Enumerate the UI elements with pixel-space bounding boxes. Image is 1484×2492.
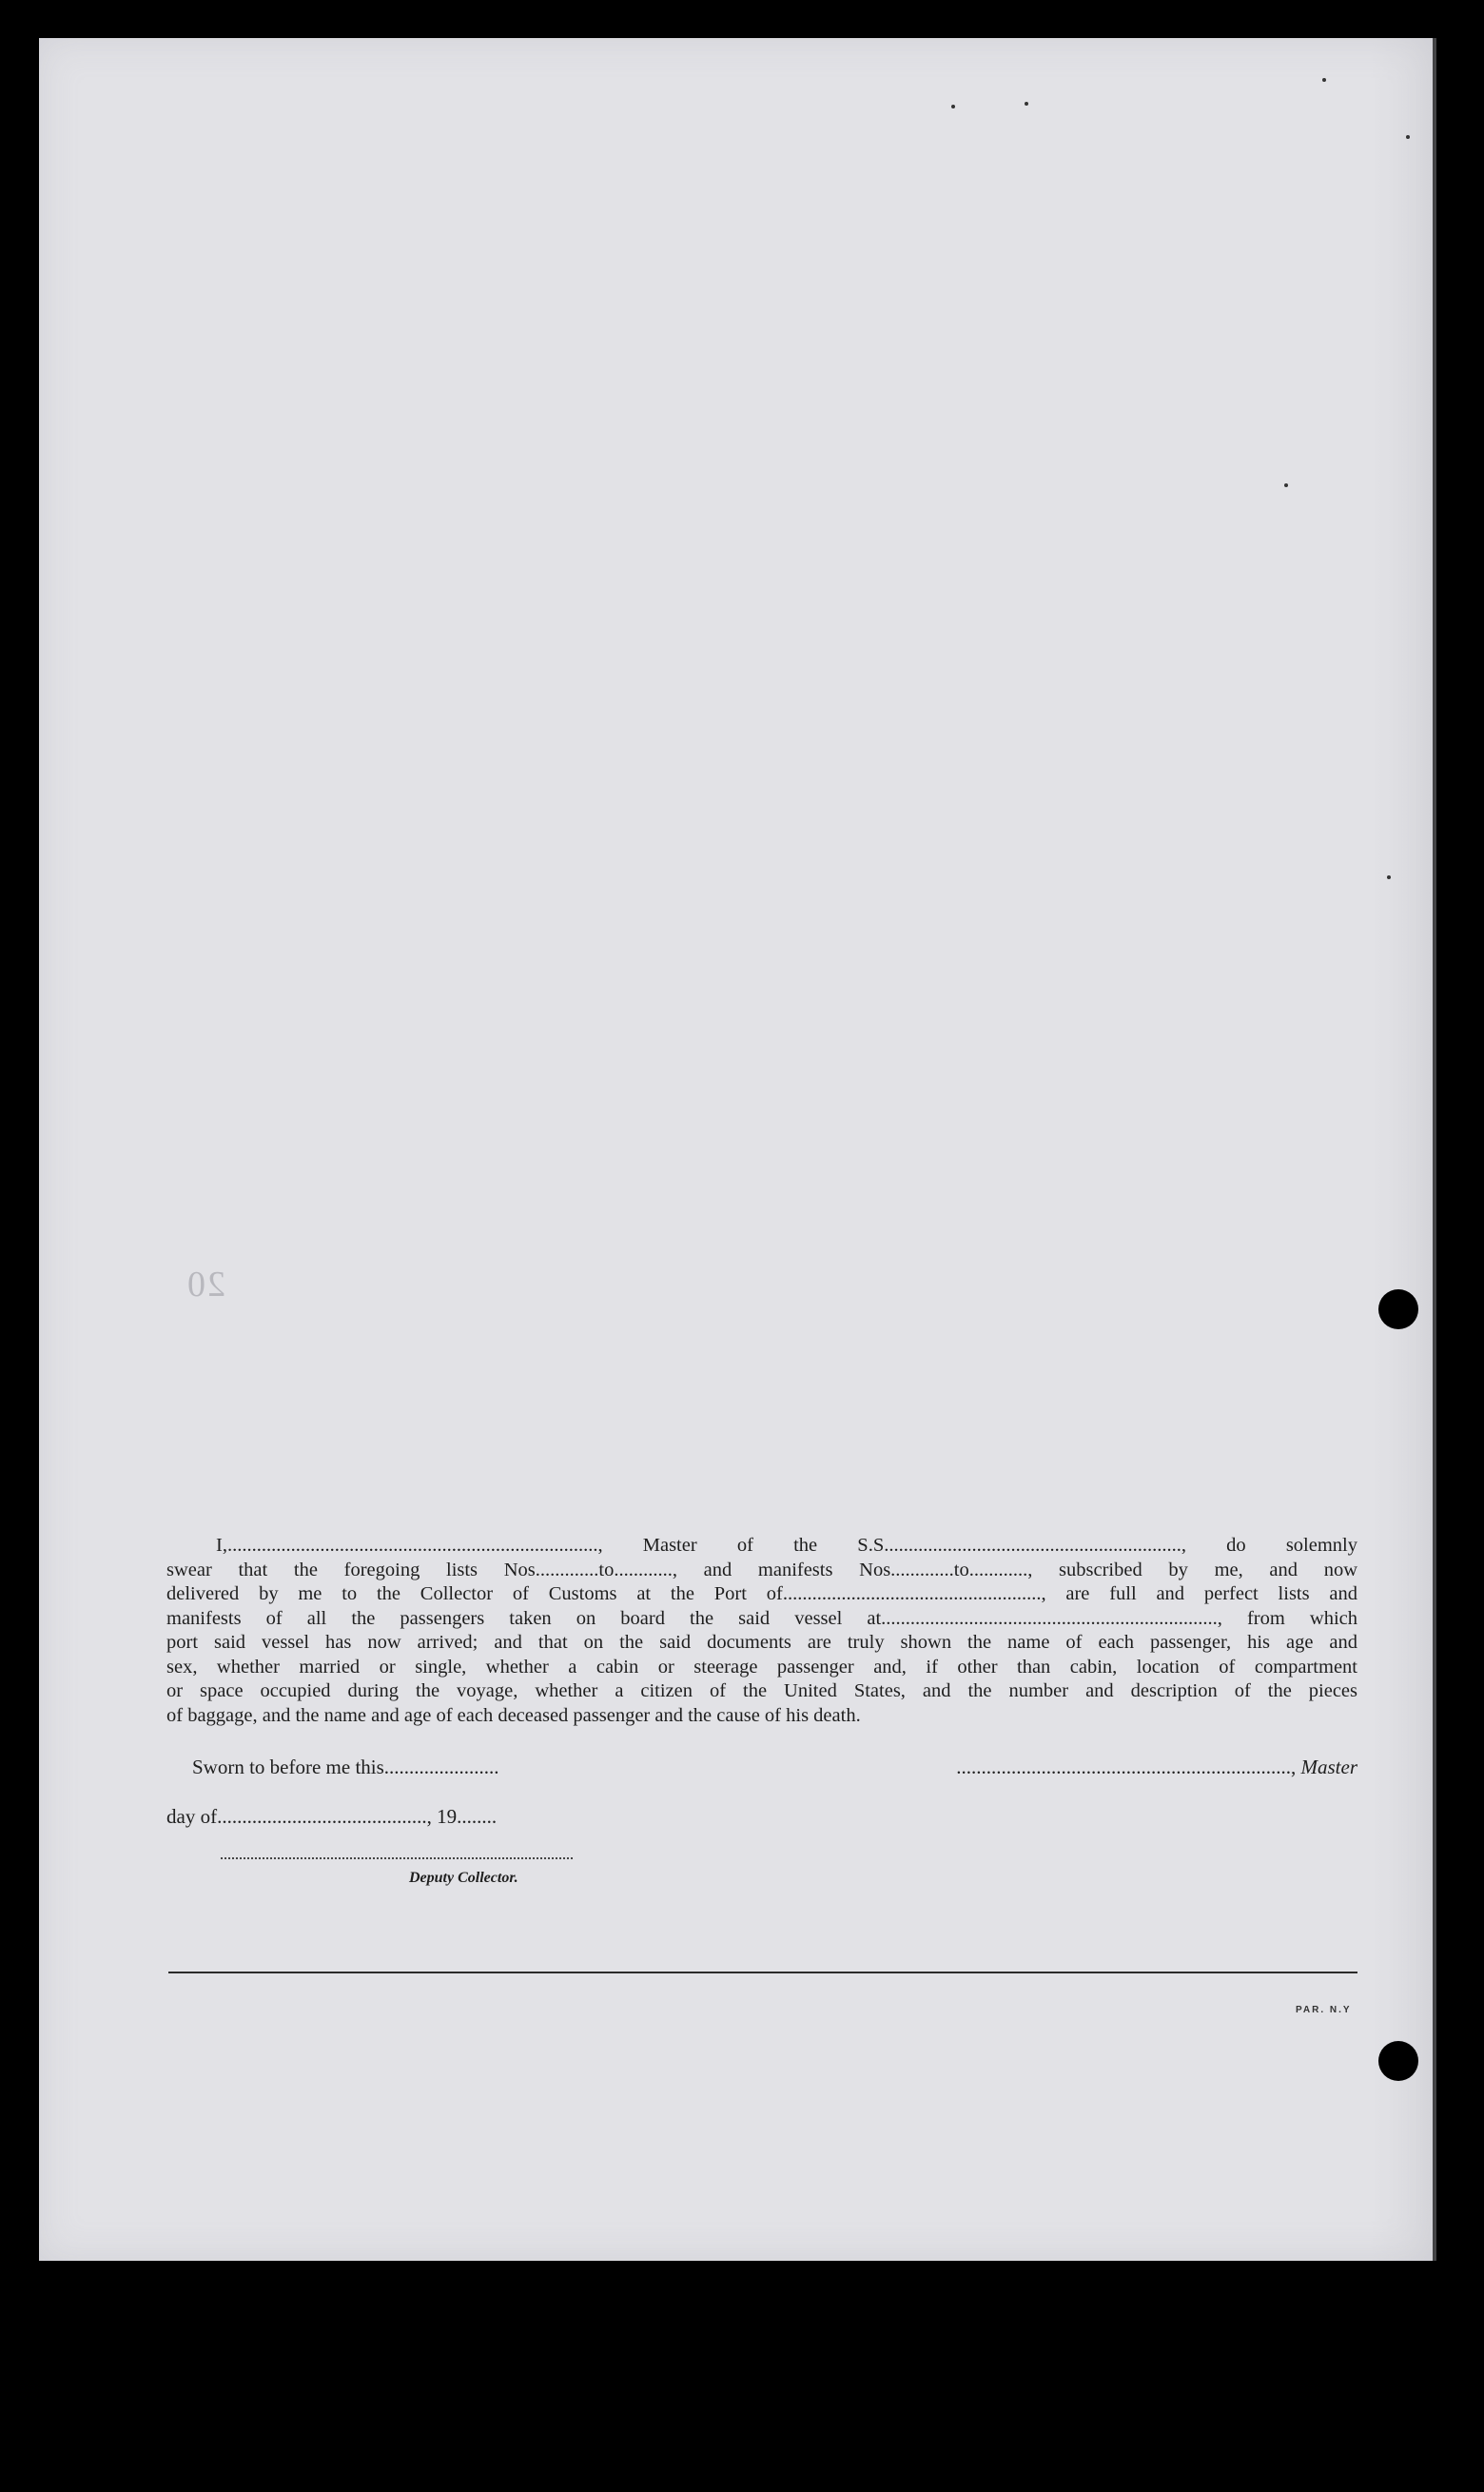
master-signature-field: [956, 1756, 1357, 1779]
oath-line: manifests of all the passengers taken on board the said vessel at....................................................................., from which: [166, 1607, 1357, 1629]
master-oath-paragraph: [166, 1534, 1357, 1728]
ink-speck: [1387, 875, 1391, 879]
punch-hole: [1378, 1289, 1418, 1329]
faint-reverse-number: 20: [186, 1265, 225, 1305]
ink-speck: [1406, 135, 1410, 139]
ink-speck: [1284, 483, 1288, 487]
ink-speck: [951, 105, 955, 108]
deputy-collector-label: Deputy Collector.: [409, 1870, 518, 1886]
day-of-field: day of.........................................., 19........: [166, 1805, 498, 1828]
master-signature-line: ...................................................................,: [956, 1756, 1301, 1778]
oath-line: swear that the foregoing lists Nos.............to............, and manifests Nos.............to............, subscribed by me, and now: [166, 1559, 1357, 1580]
punch-hole: [1378, 2041, 1418, 2081]
sworn-before-me-field: Sworn to before me this.......................: [192, 1756, 499, 1778]
oath-line: sex, whether married or single, whether a cabin or steerage passenger and, if other than cabin, location of compartment: [166, 1656, 1357, 1678]
ink-speck: [1322, 78, 1326, 82]
oath-line: of baggage, and the name and age of each deceased passenger and the cause of his death.: [166, 1704, 861, 1726]
ink-speck: [1025, 102, 1028, 106]
horizontal-rule: [168, 1972, 1357, 1973]
document-page: [39, 38, 1433, 2261]
deputy-collector-signature-line: [221, 1857, 573, 1859]
master-label: Master: [1300, 1756, 1357, 1778]
oath-line: port said vessel has now arrived; and that on the said documents are truly shown the name of each passenger, his age and: [166, 1632, 1357, 1653]
printer-mark: PAR. N.Y: [1296, 2005, 1352, 2015]
oath-line: I,............................................................................, Master of the S.S............................................................., do solemnly: [216, 1535, 1357, 1556]
oath-line: delivered by me to the Collector of Customs at the Port of....................................................., are full and perfect lists and: [166, 1583, 1357, 1604]
oath-line: or space occupied during the voyage, whether a citizen of the United States, and the number and description of the pieces: [166, 1680, 1357, 1701]
